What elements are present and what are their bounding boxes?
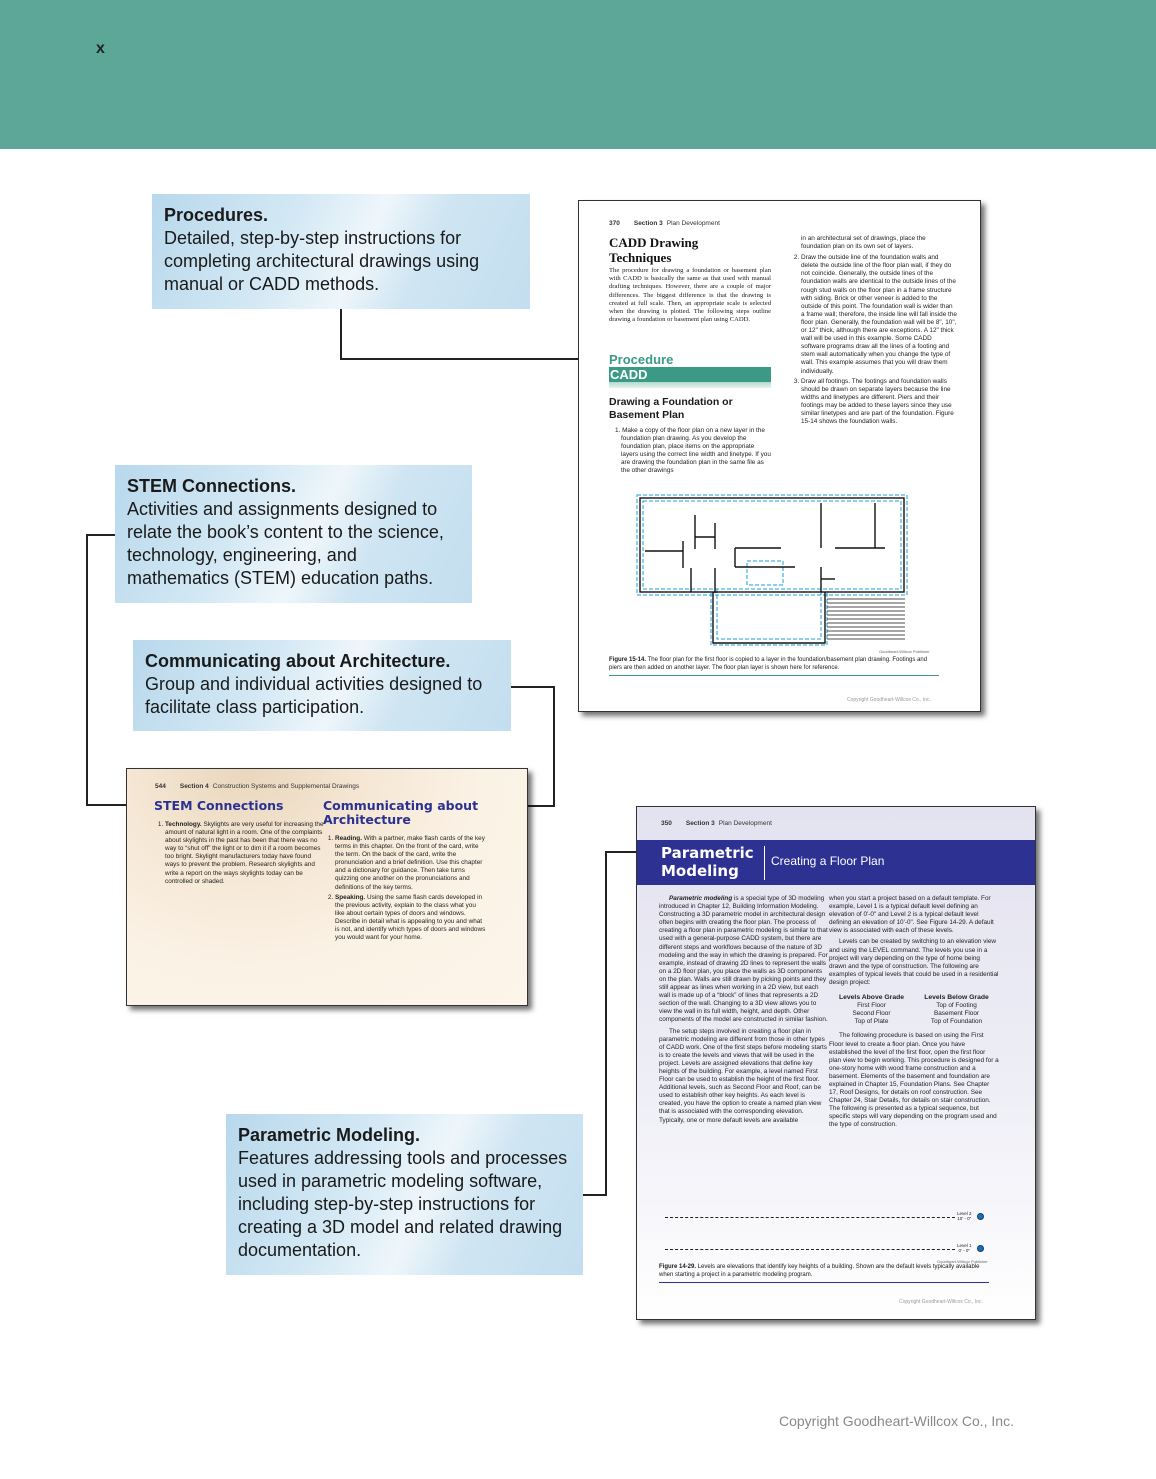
procedure-bar: CADD xyxy=(609,367,771,382)
paragraph: The setup steps involved in creating a floor plan in parametric modeling are different from those in other types of CADD work. One of the first steps before modeling starts is to create the levels and views that will be used in the project. Levels are assigned elevations that define key heights of the building. For example, a level named First Floor can be used to establish the height of the first floor. Additional levels, such as Second Floor and Roof, can be used to establish other key heights. As each level is created, you have the option to create a named plan view that is associated with the corresponding elevation. Typically, one or more default levels are available xyxy=(659,1027,828,1124)
procedure-step-3: 3. Draw all footings. The footings and foundation walls should be drawn on separate layers because the line widths and linetypes are different. Piers and their footings may be added to these layers since they use similar linetypes and are part of the foundation. Figure 15-14 shows the foundation walls. xyxy=(801,378,957,427)
comm-item: 2. Speaking. Using the same flash cards developed in the previous activity, explain to the class what you like about certain types of doors and windows. Describe in detail what is appealing to you and what is not, and identify which types of doors and windows you would want for your home. xyxy=(335,894,487,943)
feature-subtitle: Creating a Floor Plan xyxy=(771,854,885,868)
stem-list xyxy=(155,821,327,888)
page-header xyxy=(609,220,720,227)
level-1-marker-icon xyxy=(977,1245,984,1252)
figure-credit: Goodheart-Willcox Publisher xyxy=(879,649,930,654)
page-copyright: Copyright Goodheart-Willcox Co., Inc. xyxy=(899,1299,983,1305)
footer-copyright: Copyright Goodheart-Willcox Co., Inc. xyxy=(779,1413,1014,1429)
levels-above-column: Levels Above Grade First Floor Second Floor Top of Plate xyxy=(838,994,905,1026)
connector-procedures-h xyxy=(340,358,605,360)
levels-below-column: Levels Below Grade Top of Footing Basement Floor Top of Foundation xyxy=(924,994,989,1026)
callout-title: STEM Connections. xyxy=(127,476,297,496)
stem-heading: STEM Connections xyxy=(154,798,284,813)
sample-page-parametric xyxy=(636,806,1036,1320)
callout-parametric xyxy=(226,1114,583,1275)
figure-caption: Figure 15-14. The floor plan for the first floor is copied to a layer in the foundation/basement plan drawing. Footings and piers are then added on another layer. The floor plan layer is shown here for reference. xyxy=(609,656,939,676)
callout-description: Group and individual activities designed to facilitate class participation. xyxy=(145,674,483,717)
paragraph: The following procedure is based on using the First Floor level to create a floor plan. Once you have established the level of the first floor, open the first floor plan view to begin working. This procedure is designed for a one-story home with wood frame construction and a basement. Elements of the basement and foundation are explained in Chapter 15, Foundation Plans. See Chapter 17, Roof Designs, for details on roof construction. See Chapter 24, Stair Details, for details on stair construction. The following is presented as a typical sequence, but specific steps will vary depending on the program used and the type of construction. xyxy=(829,1032,999,1129)
levels-table xyxy=(829,994,999,1026)
callout-procedures xyxy=(152,194,530,309)
callout-title: Communicating about Architecture. xyxy=(145,651,451,671)
banner-divider xyxy=(764,846,765,880)
connector-param-h1 xyxy=(583,1194,607,1196)
intro-paragraph: The procedure for drawing a foundation or basement plan with CADD is basically the same as that used with manual drafting techniques. However, there are a couple of major differences. The biggest difference is that the drawing is created at full scale. Then, an appropriate scale is selected when the drawing is plotted. The following steps outline drawing a foundation or basement plan using CADD. xyxy=(609,267,771,324)
communicating-list xyxy=(325,835,487,944)
connector-stem-v xyxy=(86,534,88,806)
paragraph: Levels can be created by switching to an elevation view and using the LEVEL command. The levels you use in a project will vary depending on the type of home being drawn and the type of construction. The following are examples of typical levels that could be used in a residential design project: xyxy=(829,938,999,986)
page-copyright: Copyright Goodheart-Willcox Co., Inc. xyxy=(847,697,931,703)
procedure-box xyxy=(609,353,771,476)
callout-title: Procedures. xyxy=(164,205,269,225)
foundation-floor-plan-figure xyxy=(635,493,911,651)
sample-page-procedure xyxy=(578,200,981,712)
comm-item: 1. Reading. With a partner, make flash cards of the key terms in this chapter. On the front of the card, write the term. On the back of the card, write the pronunciation and a brief definition. Use this chapter and a dictionary for guidance. Then take turns quizzing one another on the pronunciations and definitions of the key terms. xyxy=(335,835,487,892)
level-1-line xyxy=(665,1249,955,1250)
connector-procedures-v xyxy=(340,309,342,360)
levels-figure xyxy=(665,1199,995,1263)
level-2-marker-icon xyxy=(977,1213,984,1220)
procedure-title: Drawing a Foundation or Basement Plan xyxy=(609,396,733,421)
paragraph: Parametric modeling is a special type of 3D modeling introduced in Chapter 12, Building Information Modeling. Constructing a 3D parametric model in architectural design often begins with creating the floor plan. The process of creating a floor plan in parametric modeling is similar to that used with a general-purpose CADD system, but there are different steps and workflows because of the nature of 3D modeling and the way in which the drawing is prepared. For example, instead of drawing 2D lines to represent the walls on a 2D floor plan, you place the walls as 3D components on the plan. Walls are still drawn by picking points and they still appear as lines when working in a 2D view, but each wall is made up of a “block” of lines that represents a 2D section of the wall. Changing to a 3D view allows you to view the wall in its full width, height, and depth. Other components of the model are constructed in similar fashion. xyxy=(659,895,828,1024)
column-left xyxy=(659,895,829,1125)
procedure-label: Procedure xyxy=(609,352,674,367)
callout-description: Features addressing tools and processes used in parametric modeling software, including step-by-step instructions for creating a 3D model and related drawing documentation. xyxy=(238,1148,568,1260)
column-right xyxy=(829,895,999,1130)
connector-comm-v xyxy=(553,686,555,807)
connector-stem-h1 xyxy=(86,534,115,536)
stem-item: 1. Technology. Skylights are very useful for increasing the amount of natural light in a room. One of the complaints about skylights in the past has been that there was no way to “shut off” the light or to dim it if a room becomes too bright. Skylight manufacturers today have found ways to prevent the problem. Research skylights and write a report on the ways skylights today can be controlled or shaded. xyxy=(165,821,327,886)
callout-description: Activities and assignments designed to relate the book’s content to the science, technology, engineering, and mathematics (STEM) education paths. xyxy=(127,499,444,588)
level-2-tag: Level 2 10' - 0" xyxy=(957,1211,972,1221)
section-heading: CADD Drawing Techniques xyxy=(609,235,699,265)
section-title: Plan Development xyxy=(666,220,720,227)
level-1-tag: Level 1 0' - 0" xyxy=(957,1243,972,1253)
page-header: 350 Section 3 Plan Development xyxy=(661,820,772,827)
step-1-continued: in an architectural set of drawings, place the foundation plan on its own set of layers. xyxy=(801,235,926,251)
header-banner xyxy=(0,0,1156,149)
procedure-steps-cont xyxy=(789,235,957,428)
callout-stem xyxy=(115,465,472,603)
level-2-line xyxy=(665,1217,955,1218)
paragraph: when you start a project based on a default template. For example, Level 1 is a typical default level defining an elevation of 0'-0" and Level 2 is a typical default level defining an elevation of 10'-0". See Figure 14-29. A default view is associated with each of these levels. xyxy=(829,895,994,935)
feature-title: Parametric Modeling xyxy=(661,844,754,880)
figure-credit: Goodheart-Willcox Publisher xyxy=(937,1259,988,1264)
sample-page-activities xyxy=(126,768,528,1006)
page-num: 370 xyxy=(609,220,620,227)
procedure-step-2: 2. Draw the outside line of the foundation walls and delete the outside line of the floor plan wall, if they do not coincide. Generally, the outside lines of the foundation walls are identical to the outside lines of the rough stud walls on the floor plan in a frame structure with siding. Brick or other veneer is added to the outside of this point. The foundation wall is wider than a frame wall; therefore, the inside line will fall inside the floor plan. Generally, the foundation wall will be 8", 10", or 12" thick, although there are exceptions. A 12" thick wall will be used in this example. Some CADD software programs draw all the lines of a footing and stem wall automatically when you change the type of wall. This example assumes that you will draw them individually. xyxy=(801,254,957,375)
page-header: 544 Section 4 Construction Systems and Supplemental Drawings xyxy=(155,783,360,790)
procedure-bar-gradient xyxy=(609,382,771,388)
page-number: x xyxy=(96,40,105,57)
feature-banner xyxy=(637,840,1036,885)
callout-communicating xyxy=(133,640,511,731)
figure-caption: Figure 14-29. Levels are elevations that identify key heights of a building. Shown are the default levels typically available when starting a project in a parametric modeling program. xyxy=(659,1263,989,1283)
connector-comm-h1 xyxy=(511,686,555,688)
callout-title: Parametric Modeling. xyxy=(238,1125,421,1145)
connector-param-v xyxy=(605,851,607,1196)
section-label: Section 3 xyxy=(633,220,663,227)
callout-description: Detailed, step-by-step instructions for completing architectural drawings using manual or CADD methods. xyxy=(164,228,480,294)
procedure-step-1: 1. Make a copy of the floor plan on a new layer in the foundation plan drawing. As you develop the foundation plan, place items on the appropriate layers using the correct line width and linetype. If you are drawing the foundation plan in the same file as the other drawings xyxy=(615,427,771,475)
communicating-heading: Communicating about Architecture xyxy=(323,798,479,827)
